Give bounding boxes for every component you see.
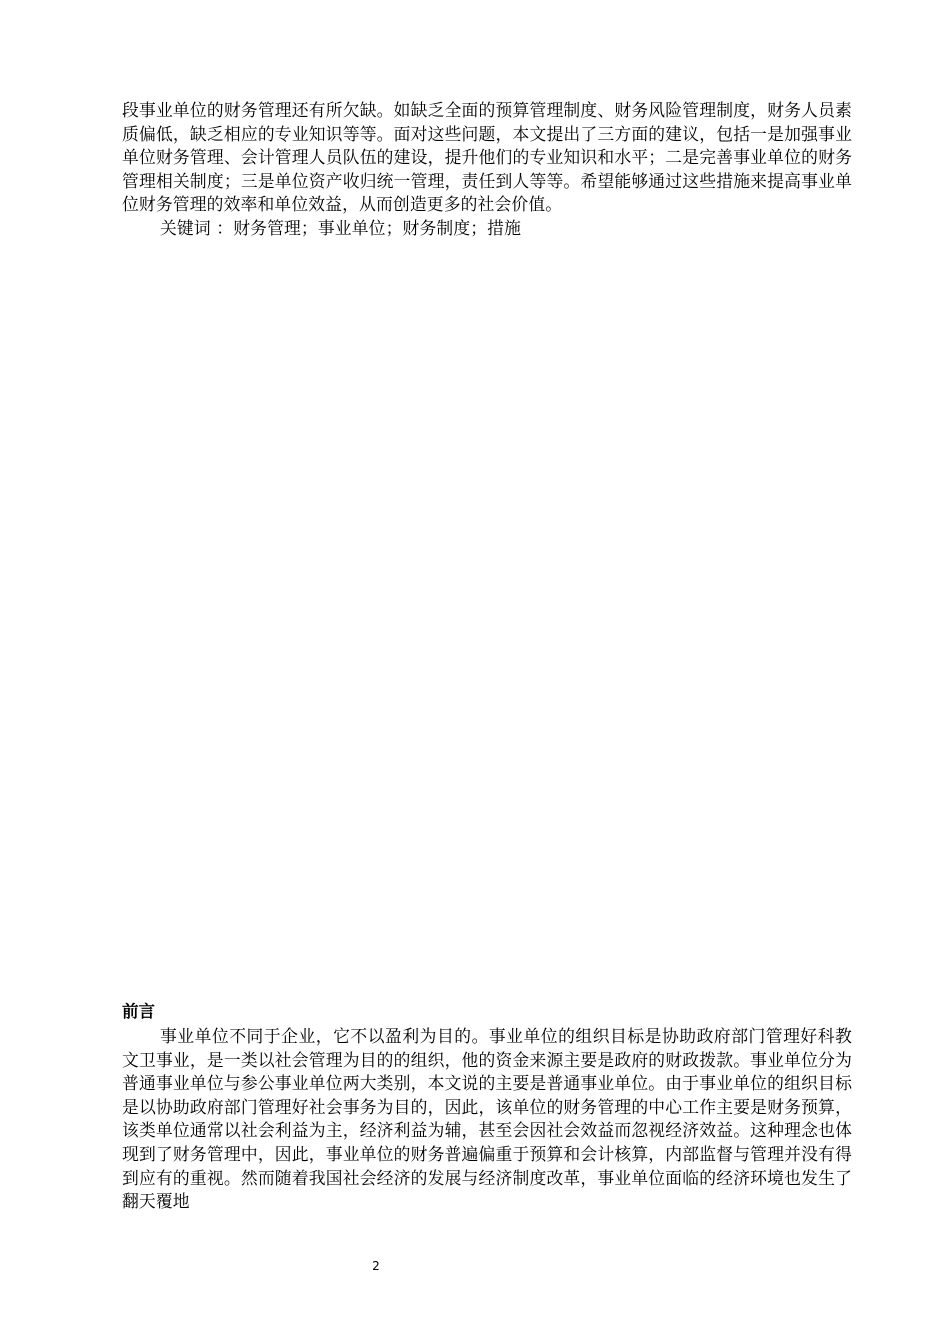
intro-section: [122, 1000, 852, 1214]
abstract-section: [122, 99, 852, 241]
page-number: 2: [372, 1259, 380, 1273]
section-heading: 前言: [122, 1002, 155, 1021]
keywords-line: 关键词 ：财务管理；事业单位；财务制度；措施: [160, 217, 522, 238]
intro-paragraph: 事业单位不同于企业，它不以盈利为目的。事业单位的组织目标是协助政府部门管理好科教文卫事业，是一类以社会管理为目的的组织，他的资金来源主要是政府的财政拨款。事业单位分为普通事业单位与参公事业单位两大类别，本文说的主要是普通事业单位。由于事业单位的组织目标是以协助政府部门管理好社会事务为目的，因此，该单位的财务管理的中心工作主要是财务预算，该类单位通常以社会利益为主，经济利益为辅，甚至会因社会效益而忽视经济效益。这种理念也体现到了财务管理中，因此，事业单位的财务普遍偏重于预算和会计核算，内部监督与管理并没有得到应有的重视。然而随着我国社会经济的发展与经济制度改革，事业单位面临的经济环境也发生了翻天覆地: [122, 1026, 852, 1212]
abstract-paragraph: 段事业单位的财务管理还有所欠缺。如缺乏全面的预算管理制度、财务风险管理制度，财务人员素质偏低，缺乏相应的专业知识等等。面对这些问题，本文提出了三方面的建议，包括一是加强事业单位财务管理、会计管理人员队伍的建设，提升他们的专业知识和水平；二是完善事业单位的财务管理相关制度；三是单位资产收归统一管理，责任到人等等。希望能够通过这些措施来提高事业单位财务管理的效率和单位效益，从而创造更多的社会价值。: [122, 100, 852, 215]
